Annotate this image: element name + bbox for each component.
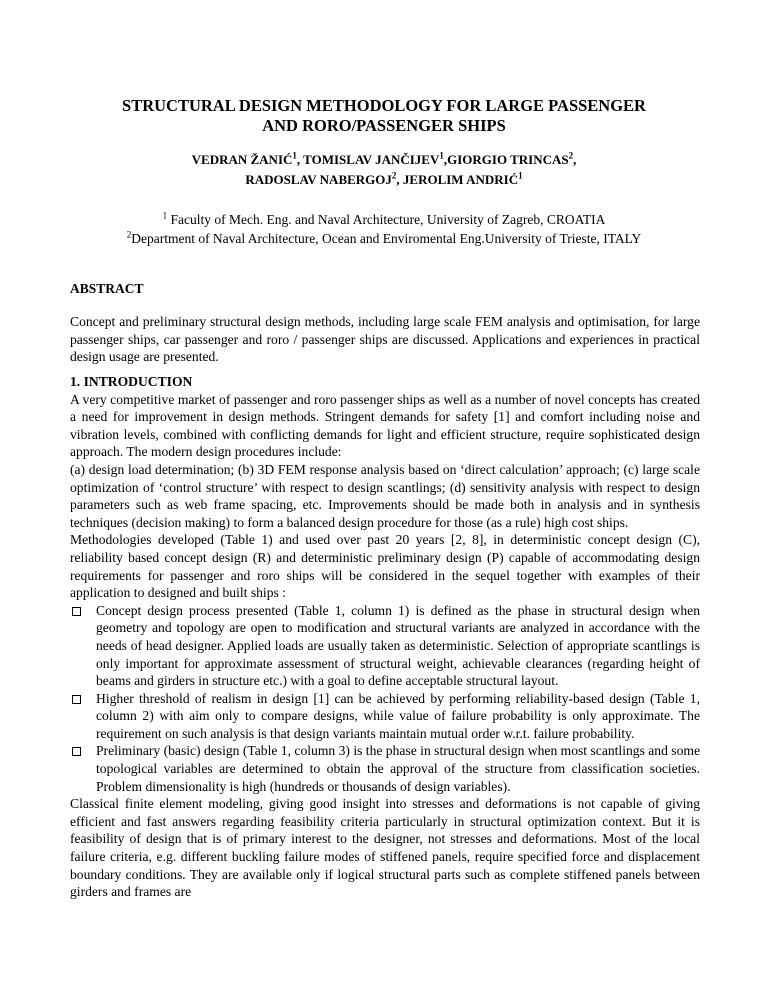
author-name: RADOSLAV NABERGOJ [245,172,392,187]
list-item [70,742,700,795]
author-list [60,150,708,190]
affiliations [60,210,708,248]
author-name: , JEROLIM ANDRIĆ [396,172,519,187]
abstract-heading: ABSTRACT [70,281,144,296]
introduction-heading: 1. INTRODUCTION [70,374,193,389]
intro-paragraph-3: Methodologies developed (Table 1) and used over past 20 years [2, 8], in deterministic concept design (C), reliability based concept design (R) and deterministic preliminary design (P) capable of accommodating design requirements for passenger and roro ships will be considered in the sequel together with examples of their application to designed and built ships : [70,532,700,601]
title-line-1: STRUCTURAL DESIGN METHODOLOGY FOR LARGE PASSENGER [122,96,646,115]
author-affiliation-mark: 2 [568,150,574,161]
affiliation-2 [60,229,708,248]
checkbox-bullet-icon [72,607,81,616]
list-item-text: Concept design process presented (Table 1, column 1) is defined as the phase in structural design when geometry and topology are open to modification and structural variants are analyzed in accordance with the needs of head designer. Applied loads are usually taken as deterministic. Selection of appropriate scantlings is only important for approximate assessment of structural weight, achievable clearances (regarding height of beams and girders in structure etc.) with a goal to define acceptable structural layout. [96,602,700,689]
author-affiliation-mark: 1 [518,170,523,181]
affiliation-text: Department of Naval Architecture, Ocean and Enviromental Eng.University of Trieste, ITALY [131,231,642,246]
author-affiliation-mark: 1 [439,150,444,161]
author-line-1 [60,150,708,170]
checkbox-bullet-icon [72,695,81,704]
author-name: VEDRAN ŽANIĆ [191,152,293,167]
intro-paragraph-1: A very competitive market of passenger and roro passenger ships as well as a number of novel concepts has created a need for improvement in design methods. Stringent demands for safety [1] and comfort including noise and vibration levels, combined with conflicting demands for light and efficient structure, require sophisticated design approach. The modern design procedures include: [70,391,700,460]
list-item [70,602,700,690]
intro-paragraph-4: Classical finite element modeling, giving good insight into stresses and deformations is not capable of giving efficient and fast answers regarding feasibility criteria particularly in structural optimization context. But it is feasibility of design that is of primary interest to the designer, not stresses and deformations. Most of the local failure criteria, e.g. different buckling failure modes of stiffened panels, require specified force and displacement boundary conditions. They are available only if logical structural parts such as complete stiffened panels between girders and frames are [70,796,700,900]
intro-paragraph-2: (a) design load determination; (b) 3D FEM response analysis based on ‘direct calculation’ approach; (c) large scale optimization of ‘control structure’ with respect to design scantlings; (d) sensitivity analysis with respect to design parameters such as web frame spacing, etc. Improvements should be made both in analysis and in synthesis techniques (decision making) to form a balanced design procedure for those (as a rule) high cost ships. [70,461,700,530]
author-affiliation-mark: 2 [391,170,397,181]
list-item-text: Higher threshold of realism in design [1] can be achieved by performing reliability-based design (Table 1, column 2) with aim only to compare designs, while value of failure probability is only approximate. The requirement on such analysis is that design variants maintain mutual order w.r.t. failure probability. [96,690,700,741]
affiliation-text: Faculty of Mech. Eng. and Naval Architecture, University of Zagreb, CROATIA [167,212,606,227]
affiliation-mark: 1 [162,210,168,221]
list-item-text: Preliminary (basic) design (Table 1, column 3) is the phase in structural design when most scantlings and some topological variables are determined to obtain the approval of the structure from classification societies. Problem dimensionality is high (hundreds or thousands of design variables). [96,743,700,794]
author-name: ,GIORGIO TRINCAS [443,152,569,167]
affiliation-mark: 2 [126,229,132,240]
affiliation-1 [60,210,708,229]
author-separator: , [573,152,577,167]
paper-title [60,96,708,136]
list-item [70,690,700,743]
abstract-text: Concept and preliminary structural design methods, including large scale FEM analysis and optimisation, for large passenger ships, car passenger and roro / passenger ships are discussed. Applications and experiences in practical design usage are presented. [70,314,700,365]
introduction-section [70,373,700,901]
title-line-2: AND RORO/PASSENGER SHIPS [262,116,506,135]
checkbox-bullet-icon [72,747,81,756]
design-phase-list [70,602,700,796]
author-line-2 [60,170,708,190]
author-name: , TOMISLAV JANČIJEV [296,152,440,167]
author-affiliation-mark: 1 [292,150,297,161]
